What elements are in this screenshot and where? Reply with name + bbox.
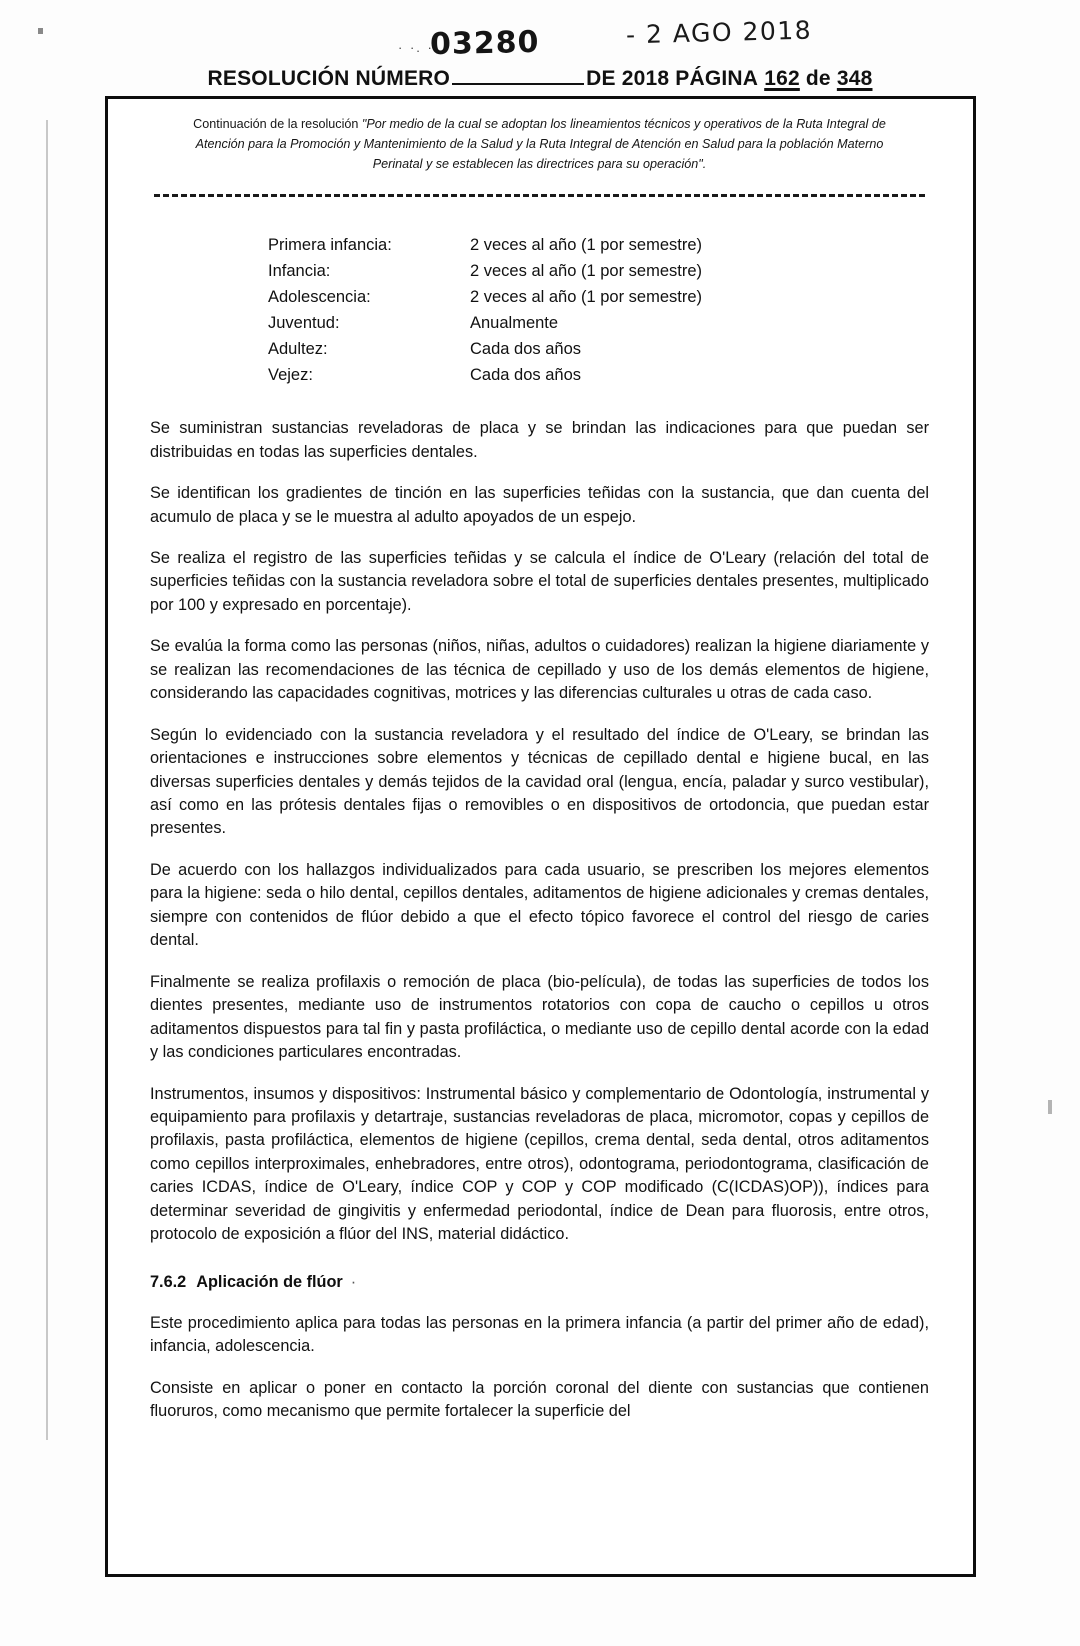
paragraph-hygiene-evaluation: Se evalúa la forma como las personas (niños, niñas, adultos o cuidadores) realizan la higiene diariamente y se realizan las recomendaciones de las técnica de cepillado y uso de los demás elementos de higiene, considerando las capacidades cognitivas, motrices y las diferencias culturales u otras de cada caso. bbox=[150, 637, 929, 703]
frequency-value: 2 veces al año (1 por semestre) bbox=[470, 235, 703, 254]
paragraph-fluoride-definition: Consiste en aplicar o poner en contacto la porción coronal del diente con sustancias que contienen fluoruros, como mecanismo que permite fortalecer la superficie del bbox=[150, 1378, 929, 1421]
stamp-smudge: · ·. · bbox=[398, 40, 434, 55]
resolution-number-label: RESOLUCIÓN NÚMERO bbox=[207, 67, 451, 90]
section-trailing-mark: · bbox=[350, 1272, 357, 1291]
page-of-label: de bbox=[805, 67, 831, 90]
de-label: DE bbox=[586, 67, 616, 90]
section-number: 7.6.2 bbox=[150, 1272, 187, 1291]
age-group-label: Infancia: bbox=[268, 261, 331, 280]
table-row bbox=[268, 285, 702, 311]
age-group-label: Adultez: bbox=[268, 339, 328, 358]
frequency-value: Anualmente bbox=[470, 313, 559, 332]
document-frame bbox=[105, 96, 976, 1577]
section-title: Aplicación de flúor bbox=[196, 1272, 343, 1291]
resolution-stamp-date: - 2 AGO 2018 bbox=[625, 15, 813, 50]
table-row bbox=[268, 311, 702, 337]
age-group-label: Vejez: bbox=[268, 366, 313, 385]
section-heading-7-6-2 bbox=[150, 1273, 929, 1292]
continuation-note bbox=[150, 113, 929, 175]
frequency-value: 2 veces al año (1 por semestre) bbox=[470, 287, 703, 306]
resolution-header-line bbox=[0, 66, 1080, 91]
paragraph-instruments-supplies: Instrumentos, insumos y dispositivos: Instrumental básico y complementario de Odontología, instrumental y equipamiento para profilaxis y detartraje, sustancias reveladoras de placa, micromotor, copas y cepillos de profilaxis, pasta profiláctica, elementos de higiene (cepillos, crema dental, seda dental, otros aditamentos como cepillos interproximales, enhebradores, entre otros), odontograma, periodontograma, clasificación de caries ICDAS, índice de O'Leary, índice COP y COP y COP modificado (C(ICDAS)OP)), índices para determinar severidad de gingivitis y enfermedad periodontal, índice de Dean para fluorosis, entre otros, protocolo de exposición a flúor del INS, material didáctico. bbox=[150, 1084, 929, 1244]
frequency-table bbox=[268, 233, 702, 389]
resolution-number-blank bbox=[452, 66, 584, 85]
paragraph-fluoride-scope: Este procedimiento aplica para todas las personas en la primera infancia (a partir del primer año de edad), infancia, adolescencia. bbox=[150, 1313, 929, 1356]
paragraph-plaque-substances: Se suministran sustancias reveladoras de placa y se brindan las indicaciones para que puedan ser distribuidas en todas las superficies dentales. bbox=[150, 419, 929, 461]
continuation-lead: Continuación de la resolución bbox=[193, 117, 362, 131]
table-row bbox=[268, 259, 702, 285]
paragraph-prophylaxis: Finalmente se realiza profilaxis o remoción de placa (bio-película), de todas las superficies de todos los dientes presentes, mediante uso de instrumentos rotatorios con copa de caucho o cepillos u otros aditamentos dispuestos para tal fin y pasta profiláctica, o mediante uso de cepillo dental acorde con la edad y las condiciones particulares encontradas. bbox=[150, 972, 929, 1062]
paragraph-hygiene-prescription: De acuerdo con los hallazgos individualizados para cada usuario, se prescriben los mejores elementos para la higiene: seda o hilo dental, cepillos dentales, aditamentos de higiene adicionales y cremas dentales, siempre con contenidos de flúor debido a que el efecto tópico favorece el control del riesgo de caries dental. bbox=[150, 860, 929, 950]
age-group-label: Juventud: bbox=[268, 313, 340, 332]
frame-inner bbox=[108, 99, 973, 1574]
frequency-value: 2 veces al año (1 por semestre) bbox=[470, 261, 703, 280]
frequency-table-body bbox=[268, 233, 702, 389]
page-number: 162 bbox=[764, 67, 800, 90]
document-header bbox=[0, 15, 1080, 90]
resolution-year: 2018 bbox=[621, 67, 670, 90]
frequency-value: Cada dos años bbox=[470, 339, 581, 358]
page-label: PÁGINA bbox=[675, 67, 759, 90]
table-row bbox=[268, 233, 702, 259]
paragraph-oleary-index: Se realiza el registro de las superficies teñidas y se calcula el índice de O'Leary (relación del total de superficies teñidas con la sustancia reveladora sobre el total de superficies dentales presentes, multiplicado por 100 y expresado en porcentaje). bbox=[150, 548, 929, 614]
age-group-label: Primera infancia: bbox=[268, 235, 392, 254]
paragraph-brushing-guidance: Según lo evidenciado con la sustancia reveladora y el resultado del índice de O'Leary, se brindan las orientaciones e instrucciones sobre elementos y técnicas de cepillado dental e higiene bucal, en las diversas superficies dentales y demás tejidos de la cavidad oral (lengua, encía, paladar y surco vestibular), así como en las prótesis dentales fijas o removibles o en dispositivos de ortodoncia, que puedan estar presentes. bbox=[150, 725, 929, 838]
table-row bbox=[268, 363, 702, 389]
frequency-value: Cada dos años bbox=[470, 366, 581, 385]
total-pages: 348 bbox=[836, 67, 873, 90]
body-content bbox=[150, 417, 929, 1423]
table-row bbox=[268, 337, 702, 363]
scan-edge-line bbox=[46, 120, 48, 1440]
stamp-row bbox=[0, 15, 1080, 70]
continuation-quote: "Por medio de la cual se adoptan los lineamientos técnicos y operativos de la Ruta Integral de Atención para la Promoción y Mantenimiento de la Salud y la Ruta Integral de Atención en Salud para la población Materno Perinatal y se establecen las directrices para su operación". bbox=[195, 117, 886, 171]
paragraph-staining-gradients: Se identifican los gradientes de tinción en las superficies teñidas con la sustancia, que dan cuenta del acumulo de placa y se le muestra al adulto apoyados de un espejo. bbox=[150, 484, 929, 526]
header-separator bbox=[154, 191, 925, 197]
scan-speck bbox=[1048, 1100, 1052, 1114]
age-group-label: Adolescencia: bbox=[268, 287, 371, 306]
resolution-stamp-number: 03280 bbox=[429, 24, 540, 63]
